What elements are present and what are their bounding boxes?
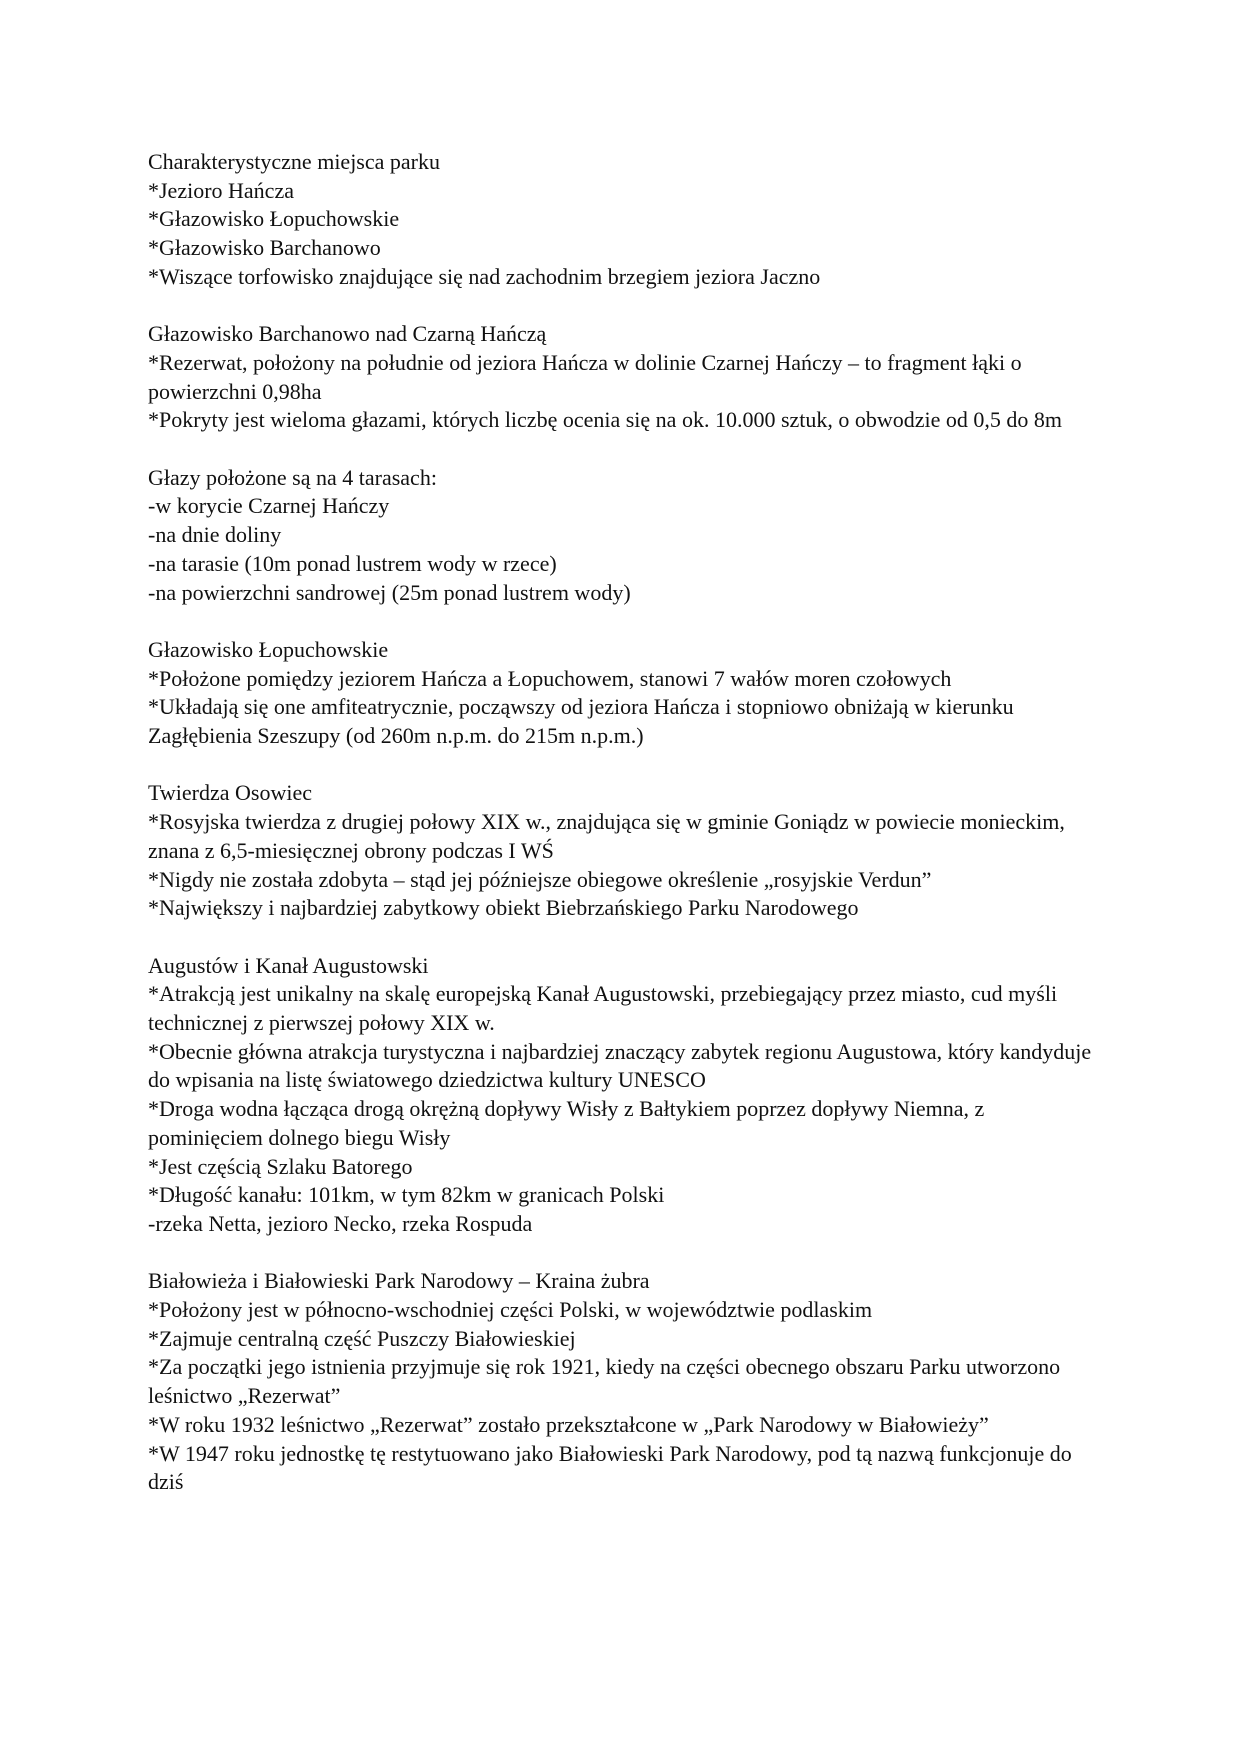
section-heading: Białowieża i Białowieski Park Narodowy – Kraina żubra <box>148 1268 650 1294</box>
bullet-line: *Jest częścią Szlaku Batorego <box>148 1153 413 1179</box>
bullet-line: *Układają się one amfiteatrycznie, począwszy od jeziora Hańcza i stopniowo obniżają w kierunku Zagłębienia Szeszupy (od 260m n.p.m. do 215m n.p.m.) <box>148 694 1014 749</box>
bullet-line: *Rosyjska twierdza z drugiej połowy XIX w., znajdująca się w gminie Goniądz w powiecie monieckim, znana z 6,5-miesięcznej obrony podczas I WŚ <box>148 809 1065 863</box>
bullet-line: *Długość kanału: 101km, w tym 82km w granicach Polski <box>148 1182 665 1208</box>
bullet-line: *Rezerwat, położony na południe od jeziora Hańcza w dolinie Czarnej Hańczy – to fragment łąki o powierzchni 0,98ha <box>148 349 1022 404</box>
bullet-line: *Wiszące torfowisko znajdujące się nad zachodnim brzegiem jeziora Jaczno <box>148 263 821 289</box>
document-body <box>148 148 1098 1497</box>
section-charakterystyczne-miejsca <box>148 148 1098 292</box>
bullet-line: *Obecnie główna atrakcja turystyczna i najbardziej znaczący zabytek regionu Augustowa, który kandyduje do wpisania na listę światowego dziedzictwa kultury UNESCO <box>148 1038 1092 1093</box>
section-twierdza-osowiec <box>148 779 1098 923</box>
bullet-line: *Nigdy nie została zdobyta – stąd jej późniejsze obiegowe określenie „rosyjskie Verdun” <box>148 866 932 892</box>
section-heading: Augustów i Kanał Augustowski <box>148 952 429 978</box>
dash-line: -na tarasie (10m ponad lustrem wody w rzece) <box>148 550 557 576</box>
bullet-line: *Głazowisko Barchanowo <box>148 235 381 261</box>
bullet-line: *Głazowisko Łopuchowskie <box>148 206 400 232</box>
bullet-line: *Pokryty jest wieloma głazami, których liczbę ocenia się na ok. 10.000 sztuk, o obwodzie od 0,5 do 8m <box>148 407 1063 433</box>
dash-line: -na powierzchni sandrowej (25m ponad lustrem wody) <box>148 579 631 605</box>
bullet-line: *Największy i najbardziej zabytkowy obiekt Biebrzańskiego Parku Narodowego <box>148 895 859 921</box>
bullet-line: *Położone pomiędzy jeziorem Hańcza a Łopuchowem, stanowi 7 wałów moren czołowych <box>148 665 952 691</box>
bullet-line: *Zajmuje centralną część Puszczy Białowieskiej <box>148 1325 576 1351</box>
section-bialowieza <box>148 1267 1098 1497</box>
bullet-line: *Położony jest w północno-wschodniej części Polski, w województwie podlaskim <box>148 1297 873 1323</box>
section-heading: Głazowisko Łopuchowskie <box>148 636 389 662</box>
section-glazowisko-barchanowo <box>148 320 1098 435</box>
section-heading: Głazy położone są na 4 tarasach: <box>148 464 437 490</box>
section-augustow-kanal <box>148 952 1098 1239</box>
dash-line: -w korycie Czarnej Hańczy <box>148 493 390 519</box>
bullet-line: *W roku 1932 leśnictwo „Rezerwat” zostało przekształcone w „Park Narodowy w Białowieży” <box>148 1411 989 1437</box>
section-heading: Głazowisko Barchanowo nad Czarną Hańczą <box>148 321 547 347</box>
bullet-line: *Jezioro Hańcza <box>148 177 294 203</box>
bullet-line: *Atrakcją jest unikalny na skalę europejską Kanał Augustowski, przebiegający przez miasto, cud myśli technicznej z pierwszej połowy XIX w. <box>148 981 1058 1036</box>
bullet-line: *Droga wodna łącząca drogą okrężną dopływy Wisły z Bałtykiem poprzez dopływy Niemna, z pominięciem dolnego biegu Wisły <box>148 1096 985 1150</box>
dash-line: -na dnie doliny <box>148 522 282 548</box>
bullet-line: *W 1947 roku jednostkę tę restytuowano jako Białowieski Park Narodowy, pod tą nazwą funkcjonuje do dziś <box>148 1440 1072 1495</box>
section-heading: Charakterystyczne miejsca parku <box>148 149 440 174</box>
bullet-line: *Za początki jego istnienia przyjmuje się rok 1921, kiedy na części obecnego obszaru Parku utworzono leśnictwo „Rezerwat” <box>148 1354 1061 1409</box>
section-heading: Twierdza Osowiec <box>148 780 313 806</box>
section-glazowisko-lopuchowskie <box>148 636 1098 751</box>
dash-line: -rzeka Netta, jezioro Necko, rzeka Rospuda <box>148 1210 533 1236</box>
section-glazy-tarasy <box>148 464 1098 608</box>
